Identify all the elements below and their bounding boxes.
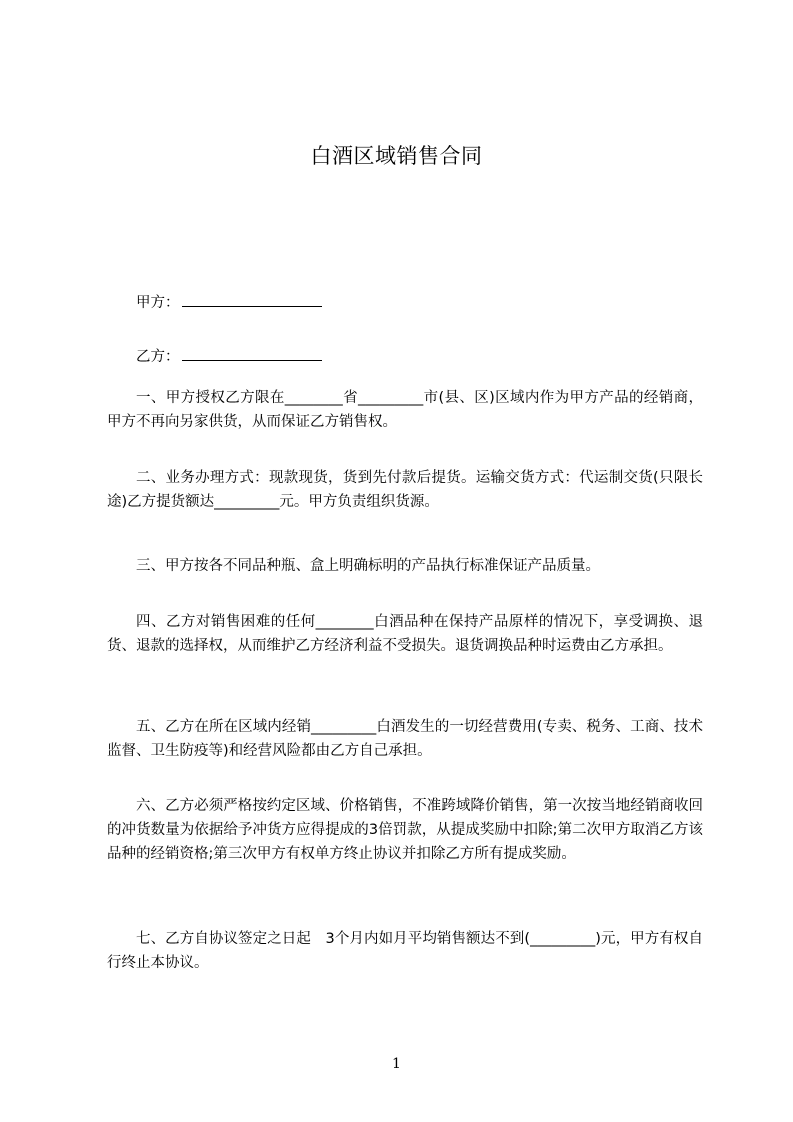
document-title: 白酒区域销售合同 — [310, 144, 483, 168]
party-a-blank — [182, 292, 322, 307]
clause-3: 三、甲方按各不同品种瓶、盒上明确标明的产品执行标准保证产品质量。 — [136, 558, 600, 574]
party-a-label: 甲方： — [136, 295, 180, 311]
clause-1: 一、甲方授权乙方限在________省_________市(县、区)区域内作为甲方产品的经销商，甲方不再向另家供货，从而保证乙方销售权。 — [107, 390, 703, 430]
party-b-blank — [182, 346, 322, 361]
clause-6: 六、乙方必须严格按约定区域、价格销售，不准跨域降价销售，第一次按当地经销商收回的冲货数量为依据给予冲货方应得提成的3倍罚款，从提成奖励中扣除;第二次甲方取消乙方该品种的经销资格;第三次甲方有权单方终止协议并扣除乙方所有提成奖励。 — [107, 798, 703, 862]
party-b-label: 乙方： — [136, 349, 180, 365]
page-number: 1 — [392, 1056, 401, 1072]
clause-5: 五、乙方在所在区域内经销_________白酒发生的一切经营费用(专卖、税务、工商、技术监督、卫生防疫等)和经营风险都由乙方自己承担。 — [107, 719, 703, 759]
clause-4: 四、乙方对销售困难的任何________白酒品种在保持产品原样的情况下，享受调换、退货、退款的选择权，从而维护乙方经济利益不受损失。退货调换品种时运费由乙方承担。 — [107, 614, 703, 654]
clause-2: 二、业务办理方式：现款现货，货到先付款后提货。运输交货方式：代运制交货(只限长途)乙方提货额达_________元。甲方负责组织货源。 — [107, 470, 703, 510]
party-b-field — [136, 346, 322, 367]
party-a-field — [136, 292, 322, 313]
clause-7: 七、乙方自协议签定之日起 3个月内如月平均销售额达不到(_________)元，甲方有权自行终止本协议。 — [107, 931, 703, 971]
